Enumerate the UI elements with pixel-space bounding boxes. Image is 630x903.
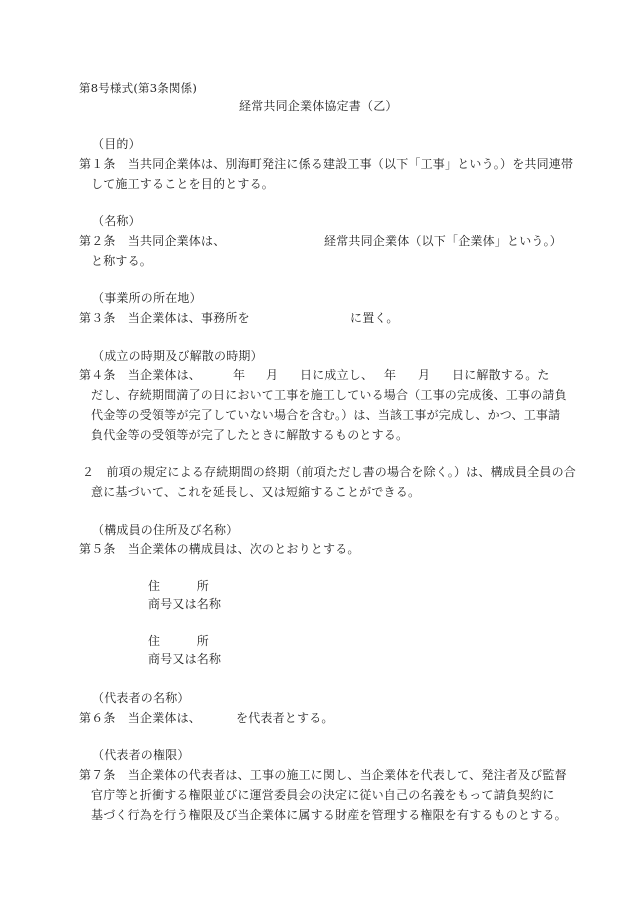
article-3-line-1-cont: に置く。 <box>350 311 399 325</box>
article-4-line-3: 代金等の受領等が完了していない場合を含む。）は、当該工事が完成し、かつ、工事請 <box>91 408 561 422</box>
article-6-heading: （代表者の名称） <box>92 691 190 705</box>
article-4-start-day-label: 日に成立し、 <box>300 368 374 382</box>
article-4-para2-line-1: ２ 前項の規定による存続期間の終期（前項ただし書の場合を除く。）は、構成員全員の合 <box>82 465 576 479</box>
article-4-start-month-label: 月 <box>266 368 279 382</box>
article-4-line-2: だし、存続期間満了の日において工事を施工している場合（工事の完成後、工事の請負 <box>91 388 567 402</box>
article-1-heading: （目的） <box>92 137 141 151</box>
article-4-line-4: 負代金等の受領等が完了したときに解散するものとする。 <box>91 428 409 442</box>
article-4-end-year-label: 年 <box>384 368 397 382</box>
article-1-line-1: 第１条 当共同企業体は、別海町発注に係る建設工事（以下「工事」という。）を共同連帯 <box>79 157 574 171</box>
article-7-line-2: 官庁等と折衝する権限並びに運営委員会の決定に従い自己の名義をもって請負契約に <box>91 788 555 802</box>
article-4-para2-line-2: 意に基づいて、これを延長し、又は短縮することができる。 <box>91 485 421 499</box>
member-2-name-label: 商号又は名称 <box>148 652 222 666</box>
member-1-address-label: 住 所 <box>148 579 210 593</box>
article-3-line-1: 第３条 当企業体は、事務所を <box>79 311 250 325</box>
member-1-name-label: 商号又は名称 <box>148 597 222 611</box>
article-4-start-year-label: 年 <box>233 368 246 382</box>
article-2-heading: （名称） <box>92 214 141 228</box>
article-5-heading: （構成員の住所及び名称） <box>92 523 239 537</box>
article-2-line-1: 第２条 当共同企業体は、 <box>79 234 226 248</box>
article-2-line-1-cont: 経常共同企業体（以下「企業体」という。） <box>324 234 563 248</box>
article-5-line-1: 第５条 当企業体の構成員は、次のとおりとする。 <box>79 542 360 556</box>
article-7-line-3: 基づく行為を行う権限及び当企業体に属する財産を管理する権限を有するものとする。 <box>91 808 567 822</box>
article-4-line-1: 第４条 当企業体は、 <box>79 368 202 382</box>
article-2-line-2: と称する。 <box>91 254 153 268</box>
form-number-label: 第8号様式(第3条関係) <box>79 81 198 95</box>
article-7-heading: （代表者の権限） <box>92 748 190 762</box>
document-title: 経常共同企業体協定書（乙） <box>239 99 398 113</box>
article-4-heading: （成立の時期及び解散の時期） <box>92 349 263 363</box>
article-6-line-1-cont: を代表者とする。 <box>236 711 334 725</box>
article-4-end-day-label: 日に解散する。た <box>452 368 550 382</box>
article-7-line-1: 第７条 当企業体の代表者は、工事の施工に関し、当企業体を代表して、発注者及び監督 <box>79 768 567 782</box>
member-2-address-label: 住 所 <box>148 634 210 648</box>
article-4-end-month-label: 月 <box>418 368 431 382</box>
article-1-line-2: して施工することを目的とする。 <box>91 177 275 191</box>
article-6-line-1: 第６条 当企業体は、 <box>79 711 202 725</box>
article-3-heading: （事業所の所在地） <box>92 291 202 305</box>
